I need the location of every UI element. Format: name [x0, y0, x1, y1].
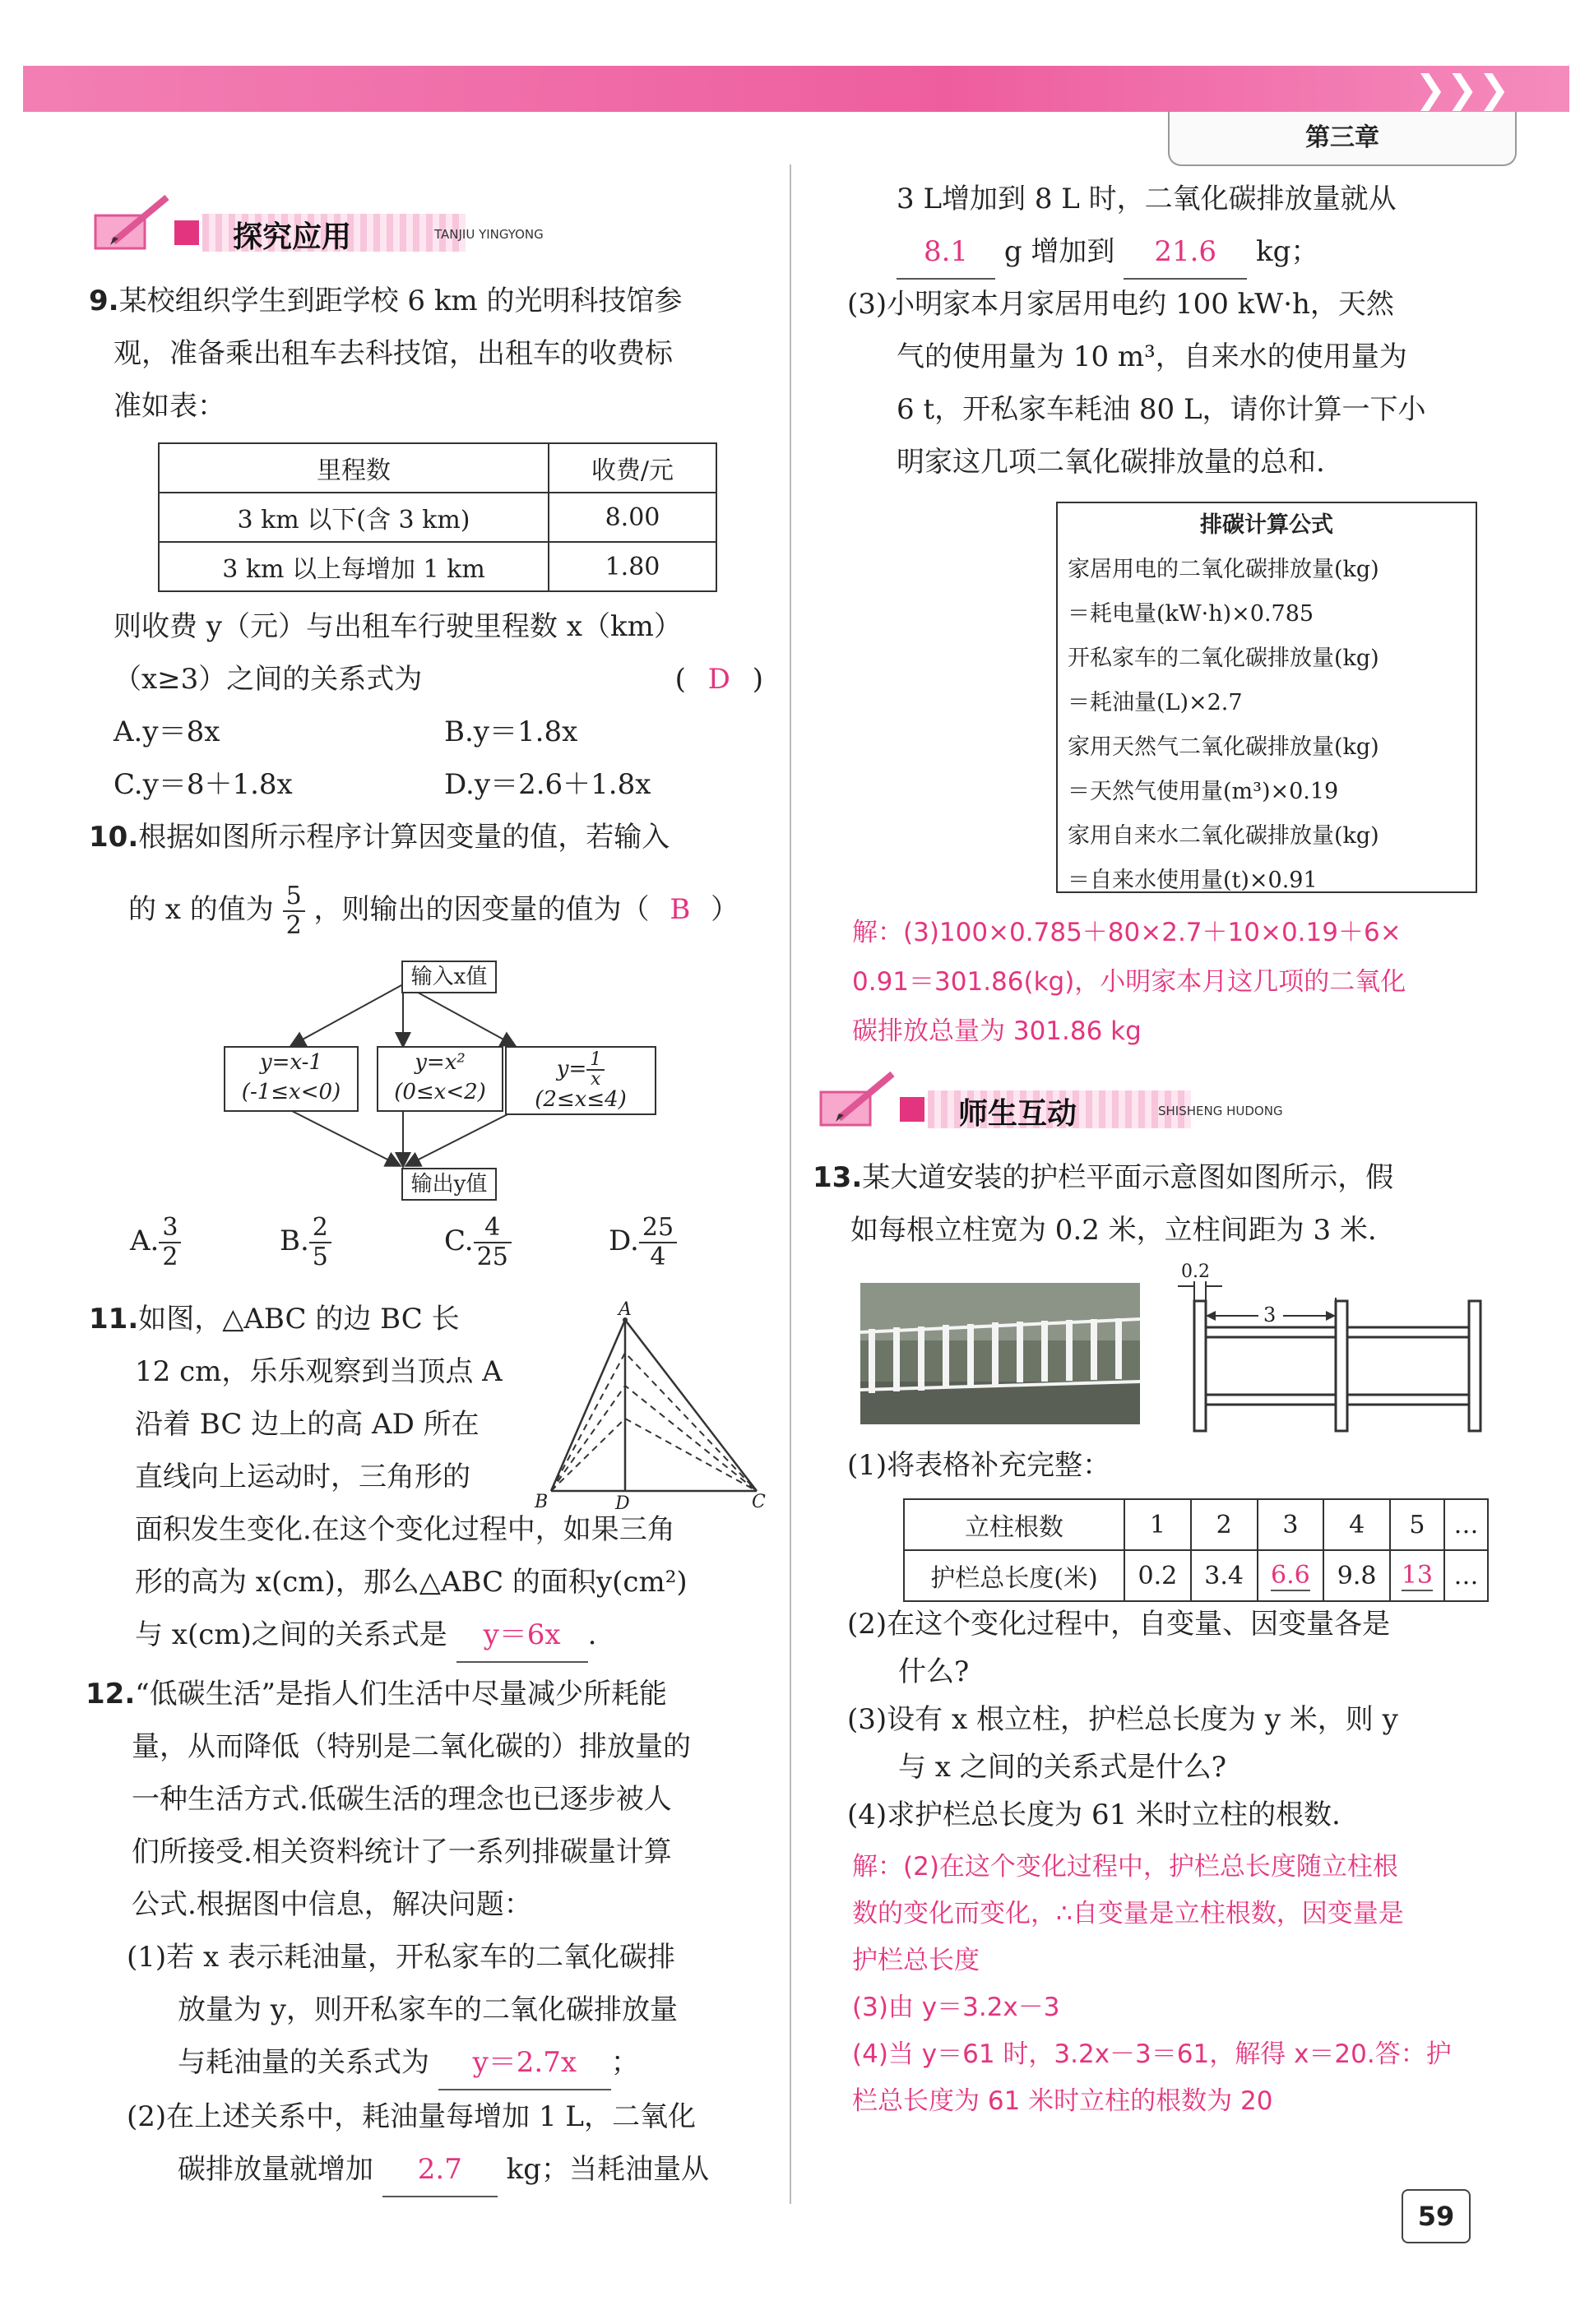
answer-blank: y＝2.7x	[438, 2036, 611, 2090]
q10-option-d: D. $\frac{25}{4}$	[609, 1214, 677, 1271]
flow-output-box: 输出y值	[401, 1168, 497, 1201]
fare-table	[158, 442, 717, 592]
railing-table	[903, 1498, 1489, 1602]
q10-option-c: C. $\frac{4}{25}$	[444, 1214, 512, 1271]
q13-parts: (2)在这个变化过程中，自变量、因变量各是 什么? (3)设有 x 根立柱，护栏总长度为 y 米，则 y 与 x 之间的关系式是什么? (4)求护栏总长度为 61 米时立柱的根数.	[847, 1608, 1398, 1831]
table-cell: 3 km 以下(含 3 km)	[159, 493, 549, 542]
row-label: 护栏总长度(米)	[904, 1550, 1124, 1601]
section-header-explore	[89, 191, 599, 257]
vertex-d: D	[615, 1493, 630, 1514]
question-11: 11.如图，△ABC 的边 BC 长 12 cm，乐乐观察到当顶点 A 沿着 BC 边上的高 AD 所在 直线向上运动时，三角形的	[89, 1303, 503, 1493]
formula-box: 排碳计算公式 家居用电的二氧化碳排放量(kg) ＝耗电量(kW·h)×0.785 开私家车的二氧化碳排放量(kg) ＝耗油量(L)×2.7 家用天然气二氧化碳排放量(kg) ＝天然气使用量(m³)×0.19 家用自来水二氧化碳排放量(kg) ＝自来水使用量(t)×0.91	[1056, 502, 1477, 893]
table-cell: 3 km 以上每增加 1 km	[159, 542, 549, 591]
vertex-b: B	[535, 1492, 549, 1512]
page-number: 59	[1402, 2189, 1471, 2243]
answer-mark: D	[707, 663, 730, 696]
table-cell: …	[1444, 1499, 1488, 1550]
triangle-figure	[535, 1303, 773, 1509]
q13-solution: 解：(2)在这个变化过程中，护栏总长度随立柱根 数的变化而变化，∴自变量是立柱根数，因变量是 护栏总长度 (3)由 y＝3.2x－3 (4)当 y＝61 时，3.2x－3＝61，解得 x＝20.答：护 栏总长度为 61 米时立柱的根数为 20	[852, 1852, 1452, 2116]
dimension-width: 0.2	[1181, 1262, 1210, 1282]
vertex-c: C	[752, 1492, 766, 1512]
question-12-right: 3 L增加到 8 L 时，二氧化碳排放量就从 8.1 g 增加到 21.6 kg；	[897, 173, 1555, 280]
railing-photo	[860, 1283, 1140, 1424]
table-cell: 8.00	[549, 493, 716, 542]
table-cell: 4	[1323, 1499, 1390, 1550]
table-header: 收费/元	[549, 443, 716, 493]
answer-blank: 21.6	[1124, 225, 1247, 280]
answer-blank: 13	[1401, 1560, 1434, 1590]
q9-option-d: D.y＝2.6＋1.8x	[444, 768, 651, 801]
flow-branch-1: y=x-1 (-1≤x<0)	[224, 1046, 359, 1112]
question-13: 13.某大道安装的护栏平面示意图如图所示，假 如每根立柱宽为 0.2 米，立柱间距为 3 米.	[813, 1161, 1394, 1247]
pencil-icon	[89, 191, 179, 257]
answer-blank: 6.6	[1271, 1560, 1310, 1590]
question-10-line2: 的 x 的值为 $\frac{5}{2}$ ，则输出的因变量的值为（ B ）	[128, 882, 739, 940]
table-cell: 5	[1390, 1499, 1444, 1550]
q9-option-c: C.y＝8＋1.8x	[114, 768, 293, 801]
dimension-gap: 3	[1263, 1303, 1277, 1326]
table-cell: 3	[1258, 1499, 1324, 1550]
flow-branch-2: y=x² (0≤x<2)	[377, 1046, 503, 1112]
vertex-a: A	[619, 1299, 632, 1320]
section-pinyin: SHISHENG HUDONG	[1158, 1104, 1283, 1118]
answer-blank: 2.7	[382, 2143, 498, 2197]
table-cell: 3.4	[1191, 1550, 1258, 1601]
table-cell: 2	[1191, 1499, 1258, 1550]
q10-option-b: B. $\frac{2}{5}$	[280, 1214, 331, 1271]
answer-mark: B	[670, 893, 691, 926]
pencil-icon	[814, 1067, 905, 1133]
railing-diagram	[1160, 1257, 1489, 1434]
table-header: 里程数	[159, 443, 549, 493]
formula-title: 排碳计算公式	[1200, 512, 1333, 538]
section-title: 师生互动	[958, 1097, 1077, 1131]
question-9: 9.某校组织学生到距学校 6 km 的光明科技馆参 观，准备乘出租车去科技馆，出租车的收费标 准如表：	[89, 285, 683, 423]
table-cell: 0.2	[1124, 1550, 1191, 1601]
question-12-part3: (3)小明家本月家居用电约 100 kW·h，天然 气的使用量为 10 m³，自来水的使用量为 6 t，开私家车耗油 80 L，请你计算一下小 明家这几项二氧化碳排放量的总和.	[847, 288, 1426, 479]
arrow-icon: ❯❯❯	[1415, 67, 1510, 111]
table-cell: 9.8	[1323, 1550, 1390, 1601]
q10-option-a: A. $\frac{3}{2}$	[130, 1214, 181, 1271]
table-cell: 1.80	[549, 542, 716, 591]
question-9-stem: 则收费 y（元）与出租车行驶里程数 x（km） （x≥3）之间的关系式为 ( D )	[114, 610, 763, 696]
question-11-cont: 面积发生变化.在这个变化过程中，如果三角 形的高为 x(cm)，那么△ABC 的面积y(cm²) 与 x(cm)之间的关系式是 y＝6x .	[135, 1503, 776, 1663]
table-cell: 1	[1124, 1499, 1191, 1550]
fraction: $\frac{5}{2}$	[283, 882, 305, 940]
q12-solution: 解：(3)100×0.785＋80×2.7＋10×0.19＋6× 0.91＝301.86(kg)，小明家本月这几项的二氧化 碳排放总量为 301.86 kg	[852, 918, 1406, 1046]
row-label: 立柱根数	[904, 1499, 1124, 1550]
section-pinyin: TANJIU YINGYONG	[434, 227, 544, 242]
question-10: 10.根据如图所示程序计算因变量的值，若输入	[89, 821, 670, 854]
answer-blank: y＝6x	[456, 1609, 588, 1663]
column-divider	[790, 164, 791, 2204]
section-title: 探究应用	[233, 220, 352, 254]
section-header-interact	[814, 1067, 1357, 1133]
header-band	[23, 66, 1569, 112]
answer-blank: 8.1	[897, 225, 995, 280]
table-cell: …	[1444, 1550, 1488, 1601]
q9-option-a: A.y＝8x	[114, 715, 220, 748]
question-12: 12.“低碳生活”是指人们生活中尽量减少所耗能 量，从而降低（特别是二氧化碳的）排放量的 一种生活方式.低碳生活的理念也已逐步被人 们所接受.相关资料统计了一系列排碳量计算 公式.根据图中信息，解决问题： (1)若 x 表示耗油量，开私家车的二氧化碳排 放量为 y，则开私家车的二氧化碳排放量 与耗油量的关系式为 y＝2.7x ； (2)在上述关系中，耗油量每增加 1 L，二氧化 碳排放量就增加 2.7 kg；当耗油量从	[86, 1668, 776, 2197]
flow-input-box: 输入x值	[401, 961, 497, 993]
flow-branch-3: y= $\frac{1}{x}$ (2≤x≤4)	[505, 1046, 656, 1115]
q13-part1: (1)将表格补充完整：	[847, 1449, 1111, 1482]
q9-option-b: B.y＝1.8x	[444, 715, 578, 748]
chapter-label: 第三章	[1168, 112, 1517, 166]
